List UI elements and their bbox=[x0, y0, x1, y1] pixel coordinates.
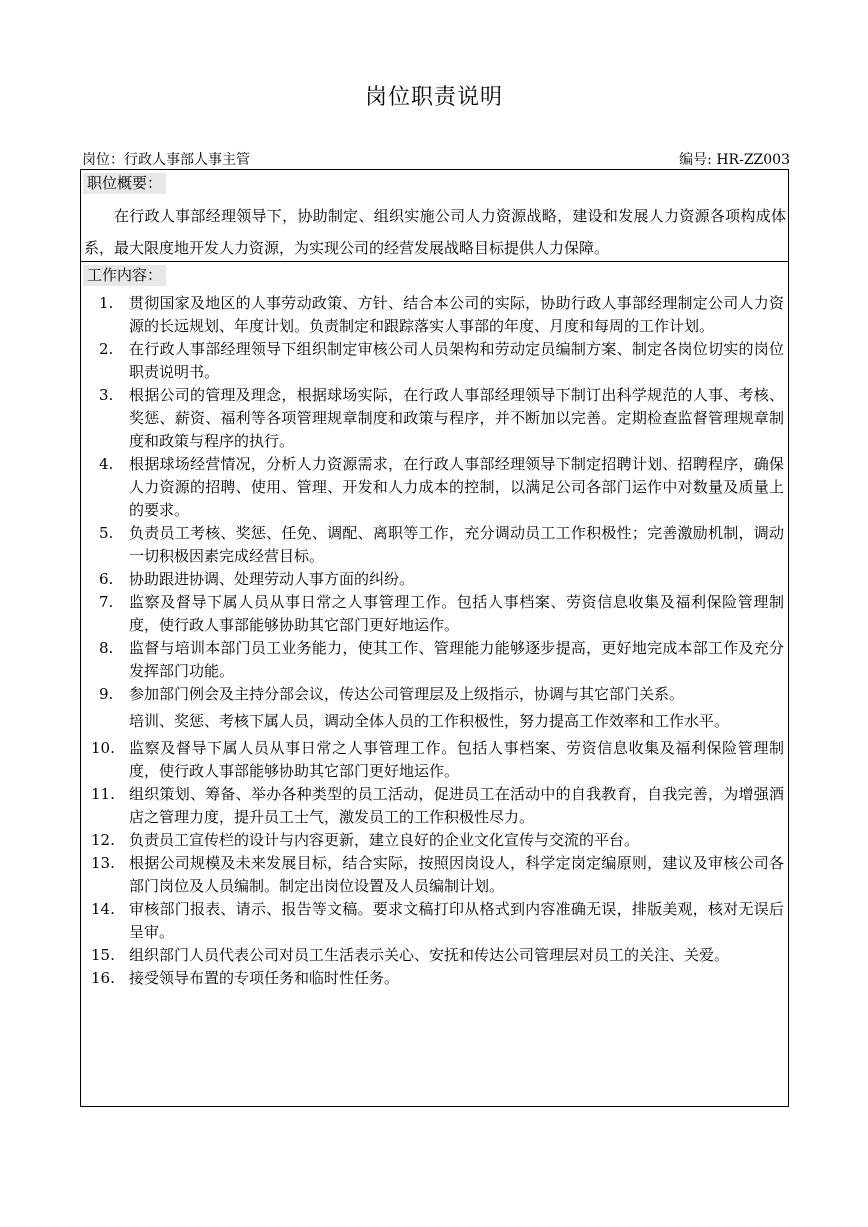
duty-item bbox=[81, 292, 786, 338]
duty-item bbox=[81, 783, 786, 829]
duty-item bbox=[81, 829, 786, 852]
duty-text: 参加部门例会及主持分部会议，传达公司管理层及上级指示，协调与其它部门关系。 bbox=[129, 685, 685, 703]
duty-item bbox=[81, 967, 786, 990]
duty-number: 4. bbox=[99, 455, 114, 473]
overview-label: 职位概要： bbox=[83, 173, 166, 194]
duty-item bbox=[81, 898, 786, 944]
duty-text: 贯彻国家及地区的人事劳动政策、方针、结合本公司的实际，协助行政人事部经理制定公司人力资源的长远规划、年度计划。负责制定和跟踪落实人事部的年度、月度和每周的工作计划。 bbox=[129, 294, 784, 335]
duty-text: 监察及督导下属人员从事日常之人事管理工作。包括人事档案、劳资信息收集及福利保险管理制度，使行政人事部能够协助其它部门更好地运作。 bbox=[129, 739, 784, 780]
duty-item bbox=[81, 453, 786, 522]
duty-text: 审核部门报表、请示、报告等文稿。要求文稿打印从格式到内容准确无误，排版美观，核对无误后呈审。 bbox=[129, 900, 784, 941]
duty-item bbox=[81, 852, 786, 898]
duty-text: 监督与培训本部门员工业务能力，使其工作、管理能力能够逐步提高，更好地完成本部工作及充分发挥部门功能。 bbox=[129, 639, 784, 680]
header-meta bbox=[82, 149, 790, 169]
duty-number: 1. bbox=[99, 294, 114, 312]
duty-text: 根据公司的管理及理念，根据球场实际，在行政人事部经理领导下制订出科学规范的人事、考核、奖惩、薪资、福利等各项管理规章制度和政策与程序，并不断加以完善。定期检查监督管理规章制度和政策与程序的执行。 bbox=[129, 386, 784, 450]
duty-number: 12. bbox=[91, 831, 115, 849]
duty-item bbox=[81, 591, 786, 637]
overview-text: 在行政人事部经理领导下，协助制定、组织实施公司人力资源战略，建设和发展人力资源各项构成体系，最大限度地开发人力资源，为实现公司的经营发展战略目标提供人力保障。 bbox=[84, 207, 786, 257]
duty-item bbox=[81, 522, 786, 568]
duty-text: 协助跟进协调、处理劳动人事方面的纠纷。 bbox=[129, 570, 415, 588]
duty-text: 在行政人事部经理领导下组织制定审核公司人员架构和劳动定员编制方案、制定各岗位切实的岗位职责说明书。 bbox=[129, 340, 784, 381]
duty-text: 根据球场经营情况，分析人力资源需求，在行政人事部经理领导下制定招聘计划、招聘程序，确保人力资源的招聘、使用、管理、开发和人力成本的控制，以满足公司各部门运作中对数量及质量上的要求。 bbox=[129, 455, 784, 519]
duty-item bbox=[81, 384, 786, 453]
duty-text: 负责员工宣传栏的设计与内容更新，建立良好的企业文化宣传与交流的平台。 bbox=[129, 831, 640, 849]
duty-item bbox=[81, 944, 786, 967]
duties-label: 工作内容： bbox=[83, 265, 166, 286]
duty-number: 16. bbox=[91, 969, 115, 987]
duty-table bbox=[80, 169, 789, 1107]
duty-item bbox=[81, 737, 786, 783]
duty-text: 组织策划、筹备、举办各种类型的员工活动，促进员工在活动中的自我教育，自我完善，为增强酒店之管理力度，提升员工士气，激发员工的工作积极性尽力。 bbox=[129, 785, 784, 826]
duty-number: 8. bbox=[99, 639, 114, 657]
duty-number: 3. bbox=[99, 386, 114, 404]
duty-number: 6. bbox=[99, 570, 114, 588]
overview-section bbox=[81, 170, 788, 262]
duty-text: 监察及督导下属人员从事日常之人事管理工作。包括人事档案、劳资信息收集及福利保险管理制度，使行政人事部能够协助其它部门更好地运作。 bbox=[129, 593, 784, 634]
duty-item bbox=[81, 338, 786, 384]
duty-number: 9. bbox=[99, 685, 114, 703]
duty-text: 负责员工考核、奖惩、任免、调配、离职等工作，充分调动员工工作积极性；完善激励机制，调动一切积极因素完成经营目标。 bbox=[129, 524, 784, 565]
duty-item bbox=[81, 568, 786, 591]
document-code: 编号: HR-ZZ003 bbox=[679, 152, 790, 168]
duty-number: 15. bbox=[91, 946, 115, 964]
duty-number: 11. bbox=[91, 785, 115, 803]
duty-text: 根据公司规模及未来发展目标，结合实际，按照因岗设人，科学定岗定编原则，建议及审核公司各部门岗位及人员编制。制定出岗位设置及人员编制计划。 bbox=[129, 854, 784, 895]
duties-list bbox=[81, 292, 786, 990]
duty-number: 7. bbox=[99, 593, 114, 611]
page-title: 岗位职责说明 bbox=[364, 85, 503, 110]
duty-number: 10. bbox=[91, 739, 115, 757]
duty-text: 接受领导布置的专项任务和临时性任务。 bbox=[129, 969, 400, 987]
duty-text: 培训、奖惩、考核下属人员，调动全体人员的工作积极性，努力提高工作效率和工作水平。 bbox=[129, 712, 730, 730]
duty-number: 14. bbox=[91, 900, 115, 918]
duty-number: 2. bbox=[99, 340, 114, 358]
duty-text: 组织部门人员代表公司对员工生活表示关心、安抚和传达公司管理层对员工的关注、关爱。 bbox=[129, 946, 730, 964]
duty-item bbox=[81, 683, 786, 706]
position-label: 岗位：行政人事部人事主管 bbox=[82, 152, 250, 168]
duty-number: 5. bbox=[99, 524, 114, 542]
duty-item bbox=[81, 637, 786, 683]
duty-number: 13. bbox=[91, 854, 115, 872]
duty-item bbox=[81, 710, 786, 733]
